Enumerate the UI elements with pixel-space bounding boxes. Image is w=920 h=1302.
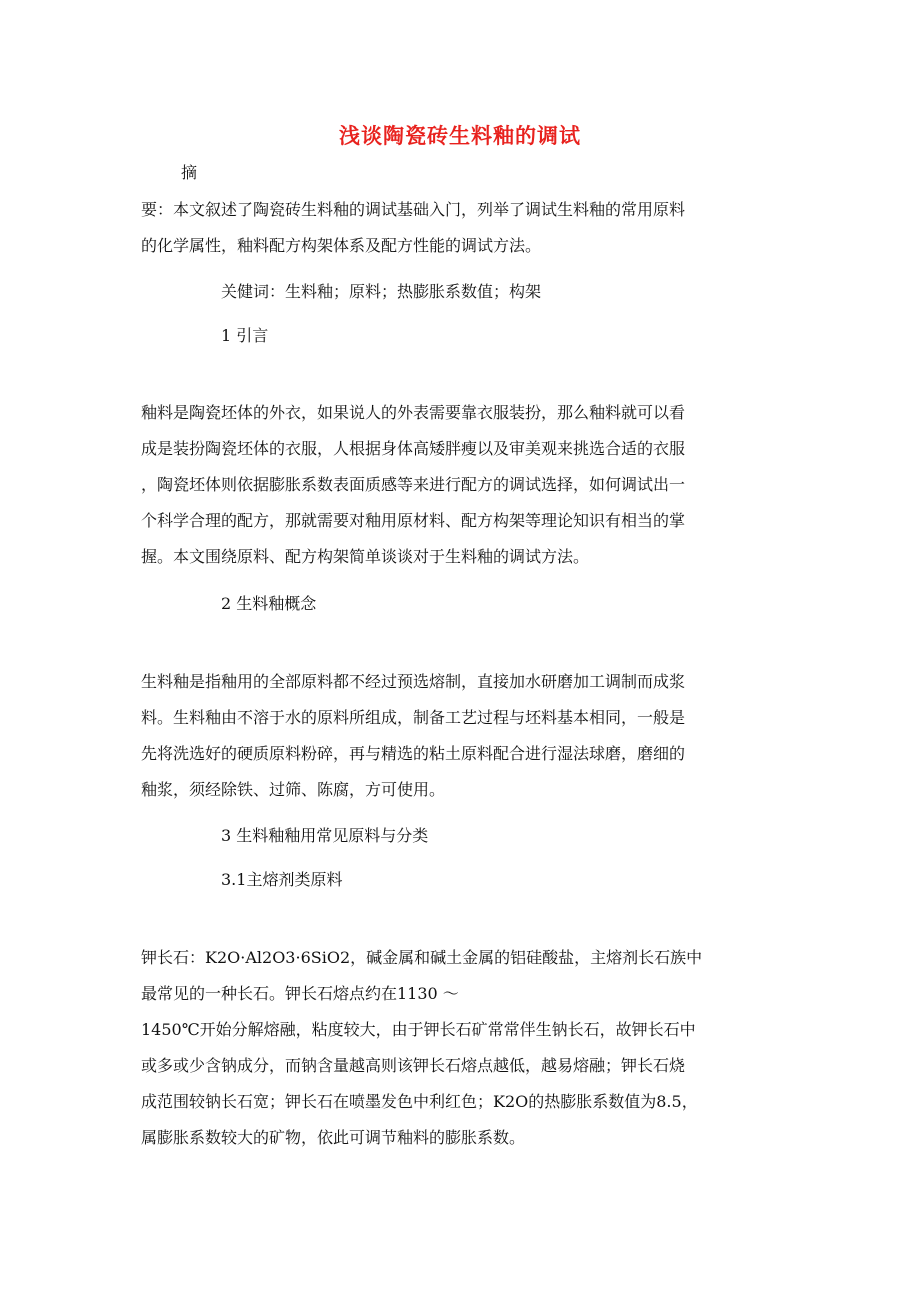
paragraph-line: 生料釉是指釉用的全部原料都不经过预选熔制，直接加水研磨加工调制而成浆 [141, 672, 686, 691]
paragraph-line: 属膨胀系数较大的矿物，依此可调节釉料的膨胀系数。 [141, 1128, 526, 1147]
heading-concept: 2 生料釉概念 [221, 594, 317, 613]
paragraph-line: 握。本文围绕原料、配方构架简单谈谈对于生料釉的调试方法。 [141, 547, 590, 566]
paragraph-line: 成是装扮陶瓷坯体的衣服，人根据身体高矮胖瘦以及审美观来挑选合适的衣服 [141, 439, 686, 458]
heading-main-flux: 3.1主熔剂类原料 [221, 870, 343, 889]
document-title: 浅谈陶瓷砖生料釉的调试 [339, 124, 581, 148]
abstract-line: 的化学属性，釉料配方构架体系及配方性能的调试方法。 [141, 236, 542, 255]
abstract-line: 要：本文叙述了陶瓷砖生料釉的调试基础入门，列举了调试生料釉的常用原料 [141, 200, 686, 219]
heading-raw-materials: 3 生料釉釉用常见原料与分类 [221, 826, 429, 845]
keywords: 关健词：生料釉；原料；热膨胀系数值；构架 [221, 282, 542, 301]
paragraph-line: 钾长石：K2O·Al2O3·6SiO2，碱金属和碱土金属的铝硅酸盐，主熔剂长石族中 [141, 948, 703, 967]
paragraph-line: 成范围较钠长石宽；钾长石在喷墨发色中利红色；K2O的热膨胀系数值为8.5， [141, 1092, 698, 1111]
abstract-label: 摘 [181, 163, 198, 182]
paragraph-line: 个科学合理的配方，那就需要对釉用原材料、配方构架等理论知识有相当的掌 [141, 511, 686, 530]
heading-introduction: 1 引言 [221, 326, 269, 345]
paragraph-line: 先将洗选好的硬质原料粉碎，再与精选的粘土原料配合进行湿法球磨，磨细的 [141, 744, 686, 763]
paragraph-line: 最常见的一种长石。钾长石熔点约在1130 ～ [141, 984, 459, 1003]
paragraph-line: 釉料是陶瓷坯体的外衣，如果说人的外表需要靠衣服装扮，那么釉料就可以看 [141, 403, 686, 422]
paragraph-line: ，陶瓷坯体则依据膨胀系数表面质感等来进行配方的调试选择，如何调试出一 [141, 475, 686, 494]
paragraph-line: 料。生料釉由不溶于水的原料所组成，制备工艺过程与坯料基本相同，一般是 [141, 708, 686, 727]
paragraph-line: 釉浆，须经除铁、过筛、陈腐，方可使用。 [141, 780, 446, 799]
paragraph-line: 或多或少含钠成分，而钠含量越高则该钾长石熔点越低，越易熔融；钾长石烧 [141, 1056, 686, 1075]
paragraph-line: 1450℃开始分解熔融，粘度较大，由于钾长石矿常常伴生钠长石，故钾长石中 [141, 1020, 696, 1039]
